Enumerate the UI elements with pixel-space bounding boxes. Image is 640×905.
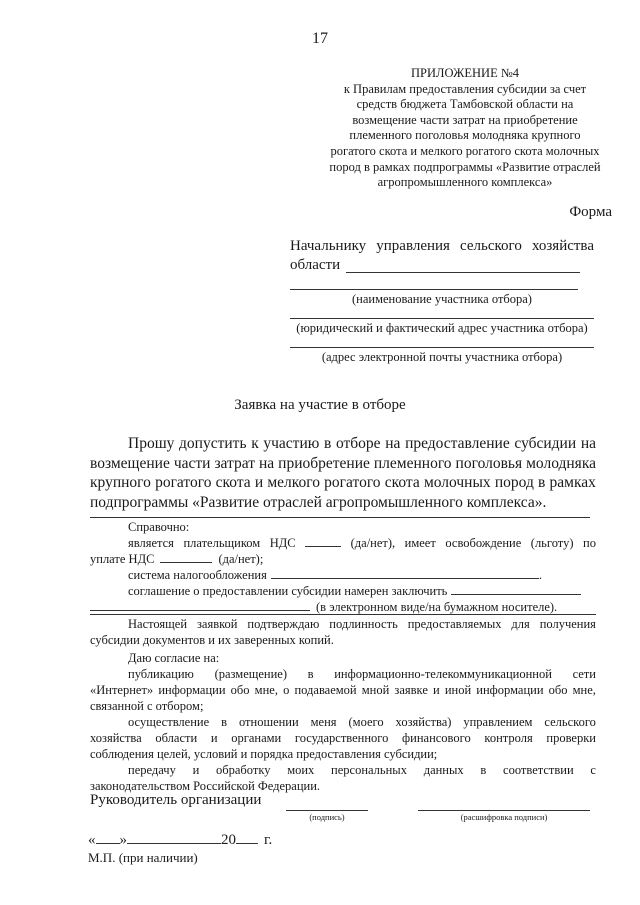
date-close-quote: » (119, 832, 127, 848)
consent-word: в (307, 667, 314, 681)
confirm-word: Настоящей (128, 617, 188, 631)
control-line-2 (90, 730, 596, 746)
request-word: субсидии (514, 435, 577, 452)
vat-line-2 (90, 551, 596, 567)
request-word: скота (215, 474, 251, 491)
vat-payment-label: уплате НДС (90, 552, 155, 566)
consent-word: и (433, 683, 440, 697)
request-word: рогатого (155, 474, 212, 491)
vat-exempt-word: (льготу) (530, 536, 574, 550)
appendix-line: ПРИЛОЖЕНИЕ №4 (410, 66, 520, 80)
request-word: рогатого (324, 474, 381, 491)
agreement-label: соглашение о предоставлении субсидии намерен заключить (128, 584, 448, 598)
request-word: скота (384, 474, 420, 491)
form-label: Форма (569, 204, 612, 220)
consent-word: органами (231, 731, 282, 745)
request-word: в (323, 435, 332, 452)
consent-word: о (283, 683, 290, 697)
publication-line-1 (90, 666, 596, 682)
consent-word: с (590, 763, 596, 777)
consent-word: информации (158, 683, 226, 697)
date-year-suffix: г. (264, 832, 273, 848)
vat-yesno: (да/нет), (350, 536, 396, 550)
appendix-line: агропромышленного комплекса» (377, 175, 553, 190)
reference-section (90, 519, 596, 615)
consent-word: обо (230, 683, 250, 697)
addressee-line-1 (290, 238, 594, 255)
consent-word: управлением (463, 715, 533, 729)
consent-word: заявке (394, 683, 428, 697)
consent-word: в (221, 715, 227, 729)
agreement-form-line (90, 599, 596, 615)
application-title: Заявка на участие в отборе (234, 397, 406, 413)
personal-data-line-1 (90, 762, 596, 778)
tax-system-end: . (538, 568, 542, 582)
request-line (90, 473, 596, 493)
control-line-3: соблюдения целей, условий и порядка предоставления субсидии; (90, 747, 438, 761)
date-day-field[interactable] (96, 830, 120, 844)
request-word: молочных (423, 474, 491, 491)
consent-word: моих (287, 763, 315, 777)
request-word: возмещение (90, 454, 170, 472)
participant-email-line[interactable] (290, 347, 594, 348)
consent-word: «Интернет» (90, 683, 154, 697)
signature-field-line[interactable] (286, 810, 368, 811)
consent-word: подаваемой (294, 683, 357, 697)
agreement-field[interactable] (451, 583, 581, 595)
appendix-line: племенного поголовья молодняка крупного (349, 128, 581, 143)
vat-word: является (128, 536, 174, 550)
consent-word: и (210, 731, 218, 745)
consent-word: публикацию (128, 667, 194, 681)
vat-payer-field[interactable] (305, 535, 341, 547)
agreement-form-field[interactable] (90, 599, 310, 611)
addressee-word: управления (376, 238, 450, 254)
consent-word: хозяйства (90, 731, 142, 745)
appendix-line: средств бюджета Тамбовской области на (356, 97, 574, 112)
region-field-line[interactable] (346, 272, 580, 273)
request-word: части (173, 454, 211, 472)
participant-address-line[interactable] (290, 318, 594, 319)
consent-word: обработку (216, 763, 271, 777)
request-word: крупного (90, 474, 151, 491)
confirm-word: для (511, 617, 530, 631)
request-line: подпрограммы «Развитие отраслей агропромышленного комплекса». (90, 493, 547, 511)
participant-address-caption: (юридический и фактический адрес участника отбора) (296, 321, 588, 335)
addressee-word: сельского (460, 238, 522, 254)
control-line-1 (90, 714, 596, 730)
request-word: на (259, 454, 275, 472)
request-line (90, 454, 596, 474)
date-line (88, 830, 272, 849)
consent-word: финансового (402, 731, 471, 745)
vat-exempt-word: освобождение (445, 536, 522, 550)
consent-word: области (155, 731, 198, 745)
stamp-label: М.П. (при наличии) (88, 850, 198, 865)
consent-word: обо (548, 683, 568, 697)
signature-caption: (подпись) (309, 812, 345, 822)
consent-word: хозяйства) (395, 715, 452, 729)
confirmation-section (90, 616, 596, 648)
consent-heading: Даю согласие на: (128, 651, 220, 665)
appendix-line: к Правилам предоставления субсидии за счет (343, 81, 587, 96)
consent-word: мне, (254, 683, 278, 697)
request-word: допустить (179, 435, 247, 452)
request-word: участию (263, 435, 320, 452)
vat-payment-field[interactable] (160, 551, 212, 563)
addressee-word: Начальнику (290, 238, 367, 254)
request-word: Прошу (128, 435, 175, 452)
consent-word: данных (423, 763, 464, 777)
consent-word: осуществление (128, 715, 210, 729)
appendix-line: возмещение части затрат на приобретение (352, 112, 578, 127)
reference-heading: Справочно: (128, 520, 190, 534)
request-word: отборе (335, 435, 381, 452)
participant-name-caption: (наименование участника отбора) (352, 292, 532, 306)
participant-name-line[interactable] (290, 289, 578, 290)
request-word: племенного (373, 454, 452, 472)
consent-word: государственного (294, 731, 389, 745)
separator-line (90, 517, 590, 518)
participant-email-caption: (адрес электронной почты участника отбора) (321, 350, 563, 364)
publication-line-3: связанной с отбором; (90, 699, 204, 713)
request-word: мелкого (267, 474, 320, 491)
consent-word: сельского (544, 715, 596, 729)
vat-exempt-word: имеет (404, 536, 436, 550)
consent-word: мне, (572, 683, 596, 697)
consent-word: отношении (238, 715, 299, 729)
confirmation-line-2: субсидии документов и их заверенных копий. (90, 633, 334, 647)
consent-word: передачу (128, 763, 176, 777)
consent-word: иной (444, 683, 472, 697)
request-word: предоставление (405, 435, 510, 452)
request-line (90, 434, 596, 454)
date-open-quote: « (88, 832, 96, 848)
page-number: 17 (312, 30, 328, 47)
request-word: на (385, 435, 401, 452)
confirm-word: заявкой (196, 617, 238, 631)
agreement-line (90, 583, 596, 599)
consent-word: (моего (348, 715, 384, 729)
vat-word: НДС (269, 536, 296, 550)
addressee-word: хозяйства (531, 238, 594, 254)
request-word: пород (494, 474, 534, 491)
consent-word: мной (361, 683, 390, 697)
appendix-header (300, 66, 630, 191)
separator-line-2 (90, 614, 596, 615)
consent-word: в (480, 763, 487, 777)
date-year-field[interactable] (236, 830, 258, 844)
consent-word: контроля (484, 731, 533, 745)
consent-word: сети (572, 667, 596, 681)
vat-line-1 (90, 535, 596, 551)
request-word: поголовья (455, 454, 523, 472)
confirm-word: подлинность (329, 617, 398, 631)
signature-decode-caption: (расшифровка подписи) (460, 812, 548, 822)
vat-payment-yesno: (да/нет); (218, 552, 264, 566)
appendix-line: рогатого скота и мелкого рогатого скота молочных (330, 143, 600, 158)
consent-word: (размещение) (214, 667, 288, 681)
appendix-line: пород в рамках подпрограммы «Развитие отраслей (329, 159, 601, 174)
confirm-word: получения (539, 617, 596, 631)
consent-word: соответствии (503, 763, 574, 777)
confirmation-line-1 (90, 616, 596, 632)
consent-word: информационно-телекоммуникационной (334, 667, 552, 681)
vat-exempt-word: по (583, 536, 596, 550)
confirm-word: предоставляемых (407, 617, 502, 631)
region-label: области (290, 257, 341, 273)
request-word: и (254, 474, 264, 491)
request-paragraph (90, 434, 596, 512)
consent-word: и (192, 763, 200, 777)
consent-word: меня (310, 715, 337, 729)
confirm-word: подтверждаю (247, 617, 320, 631)
tax-system-field[interactable] (271, 567, 539, 579)
agreement-form-caption: (в электронном виде/на бумажном носителе). (316, 600, 558, 614)
publication-line-2 (90, 682, 596, 698)
request-word: к (251, 435, 259, 452)
consent-section (90, 650, 596, 794)
date-year-prefix: 20 (221, 832, 236, 848)
request-word: приобретение (278, 454, 370, 472)
vat-word: плательщиком (183, 536, 261, 550)
head-of-organization-label: Руководитель организации (90, 792, 262, 808)
tax-system-line (90, 567, 596, 583)
tax-system-label: система налогообложения (128, 568, 267, 582)
date-month-field[interactable] (127, 830, 221, 844)
consent-word: информации (476, 683, 544, 697)
consent-word: персональных (331, 763, 407, 777)
request-word: в (538, 474, 546, 491)
request-word: молодняка (526, 454, 596, 472)
signature-decode-field-line[interactable] (418, 810, 590, 811)
request-word: затрат (214, 454, 256, 472)
request-word: рамках (549, 474, 596, 491)
request-word: на (580, 435, 596, 452)
consent-word: проверки (546, 731, 596, 745)
personal-data-line-2: законодательством Российской Федерации. (90, 779, 321, 793)
